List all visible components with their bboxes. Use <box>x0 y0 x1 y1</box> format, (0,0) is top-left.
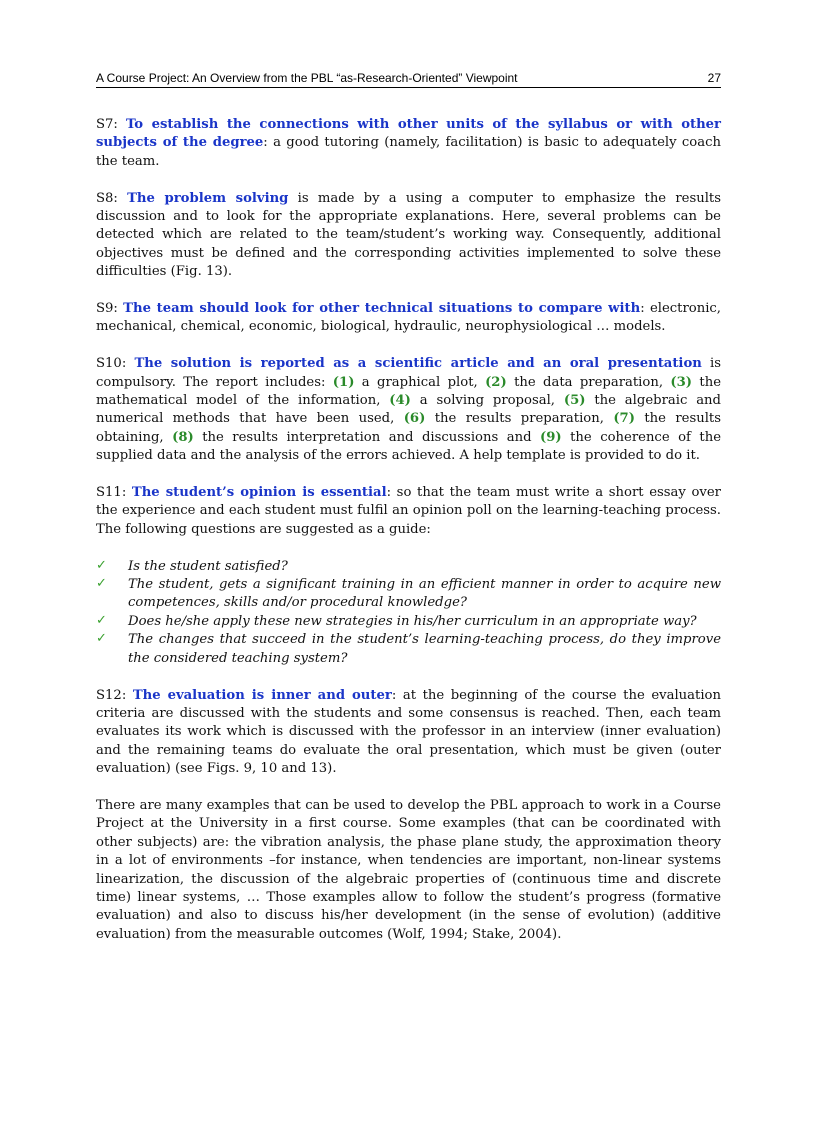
item-number: (9) <box>540 429 562 445</box>
question-text: Does he/she apply these new strategies in his/her curriculum in an appropriate way? <box>128 613 697 629</box>
paragraph-s10 <box>96 355 721 465</box>
step-label: S12: <box>96 687 133 703</box>
step-text: the algebraic and numerical methods that have been used, <box>96 393 721 427</box>
step-label: S11: <box>96 485 132 501</box>
step-heading: The evaluation is inner and outer <box>132 687 392 703</box>
step-text: the results interpretation and discussions and <box>193 429 540 445</box>
step-text: : at the beginning of the course the evaluation criteria are discussed with the students and some consensus is reached. Then, each team evaluates its work which is discussed with the professor in an interview (inner evaluation) and the remaining teams do evaluate the oral presentation, which must be given (outer evaluation) (see Figs. 9, 10 and 13). <box>96 687 721 777</box>
step-text: : electronic, mechanical, chemical, economic, biological, hydraulic, neurophysiological … models. <box>96 301 721 335</box>
step-text: the coherence of the supplied data and the analysis of the errors achieved. A help template is provided to do it. <box>96 429 722 464</box>
main-text <box>96 116 721 963</box>
step-text: : a good tutoring (namely, facilitation) is basic to adequately coach the team. <box>96 135 721 169</box>
checkmark-icon: ✓ <box>96 612 107 628</box>
checkmark-icon: ✓ <box>96 557 107 573</box>
checkmark-icon: ✓ <box>96 631 107 647</box>
item-number: (1) <box>332 374 355 390</box>
step-text: a graphical plot, <box>354 374 486 390</box>
running-title: A Course Project: An Overview from the PBL “as-Research-Oriented” Viewpoint <box>96 71 518 85</box>
question-text: The student, gets a significant training in an efficient manner in order to acquire new competences, skills and/or procedural knowledge? <box>128 577 721 611</box>
step-text: a solving proposal, <box>410 393 564 409</box>
step-label: S9: <box>96 301 124 317</box>
item-number: (2) <box>485 374 507 390</box>
step-text: the mathematical model of the information, <box>96 374 722 409</box>
list-item <box>96 576 721 613</box>
paragraph-s7 <box>96 116 721 171</box>
list-item <box>96 631 721 668</box>
item-number: (7) <box>613 411 635 427</box>
checkmark-icon: ✓ <box>96 576 107 592</box>
question-list <box>96 558 721 668</box>
question-text: The changes that succeed in the student’s learning-teaching process, do they improve the considered teaching system? <box>128 632 721 666</box>
step-text: the results preparation, <box>425 411 614 427</box>
step-text: the data preparation, <box>506 374 671 390</box>
step-text: : so that the team must write a short essay over the experience and each student must fulfil an opinion poll on the learning-teaching process. The following questions are suggested as a guide: <box>96 485 721 537</box>
step-heading: The team should look for other technical situations to compare with <box>123 301 641 317</box>
step-heading: The problem solving <box>127 190 289 206</box>
step-label: S8: <box>96 190 128 206</box>
paragraph-s9 <box>96 300 721 337</box>
item-number: (3) <box>670 374 693 390</box>
list-item <box>96 613 721 631</box>
running-header <box>96 71 721 88</box>
step-heading: The student’s opinion is essential <box>131 485 387 501</box>
step-label: S10: <box>96 356 135 372</box>
list-item <box>96 558 721 576</box>
item-number: (4) <box>389 393 411 409</box>
item-number: (5) <box>563 393 586 409</box>
step-text: is made by a using a computer to emphasize the results discussion and to look for the appropriate explanations. Here, several problems can be detected which are related to the team/student’s working way. Consequently, additional objectives must be defined and the corresponding activities implemented to solve these difficulties (Fig. 13). <box>96 190 721 280</box>
item-number: (8) <box>172 429 194 445</box>
paragraph-s12 <box>96 687 721 779</box>
step-label: S7: <box>96 117 126 132</box>
question-text: Is the student satisfied? <box>128 558 288 574</box>
page-number: 27 <box>707 71 721 85</box>
paragraph-s11 <box>96 484 721 539</box>
step-text: is compulsory. The report includes: <box>96 356 722 390</box>
item-number: (6) <box>403 411 426 427</box>
paragraph-s8 <box>96 190 721 282</box>
step-heading: The solution is reported as a scientific article and an oral presentation <box>134 356 702 372</box>
step-heading: To establish the connections with other units of the syllabus or with other subjects of the degree <box>96 117 722 151</box>
step-text: the results obtaining, <box>96 411 721 445</box>
paragraph-closing: There are many examples that can be used to develop the PBL approach to work in a Course Project at the University in a first course. Some examples (that can be coordinated with other subjects) are: the vibration analysis, the phase plane study, the approximation theory in a lot of environments –for instance, when tendencies are important, non-linear systems linearization, the discussion of the algebraic properties of (continuous time and discrete time) linear systems, … Those examples allow to follow the student’s progress (formative evaluation) and also to discuss his/her development (in the sense of evolution) (additive evaluation) from the measurable outcomes (Wolf, 1994; Stake, 2004). <box>96 797 721 942</box>
